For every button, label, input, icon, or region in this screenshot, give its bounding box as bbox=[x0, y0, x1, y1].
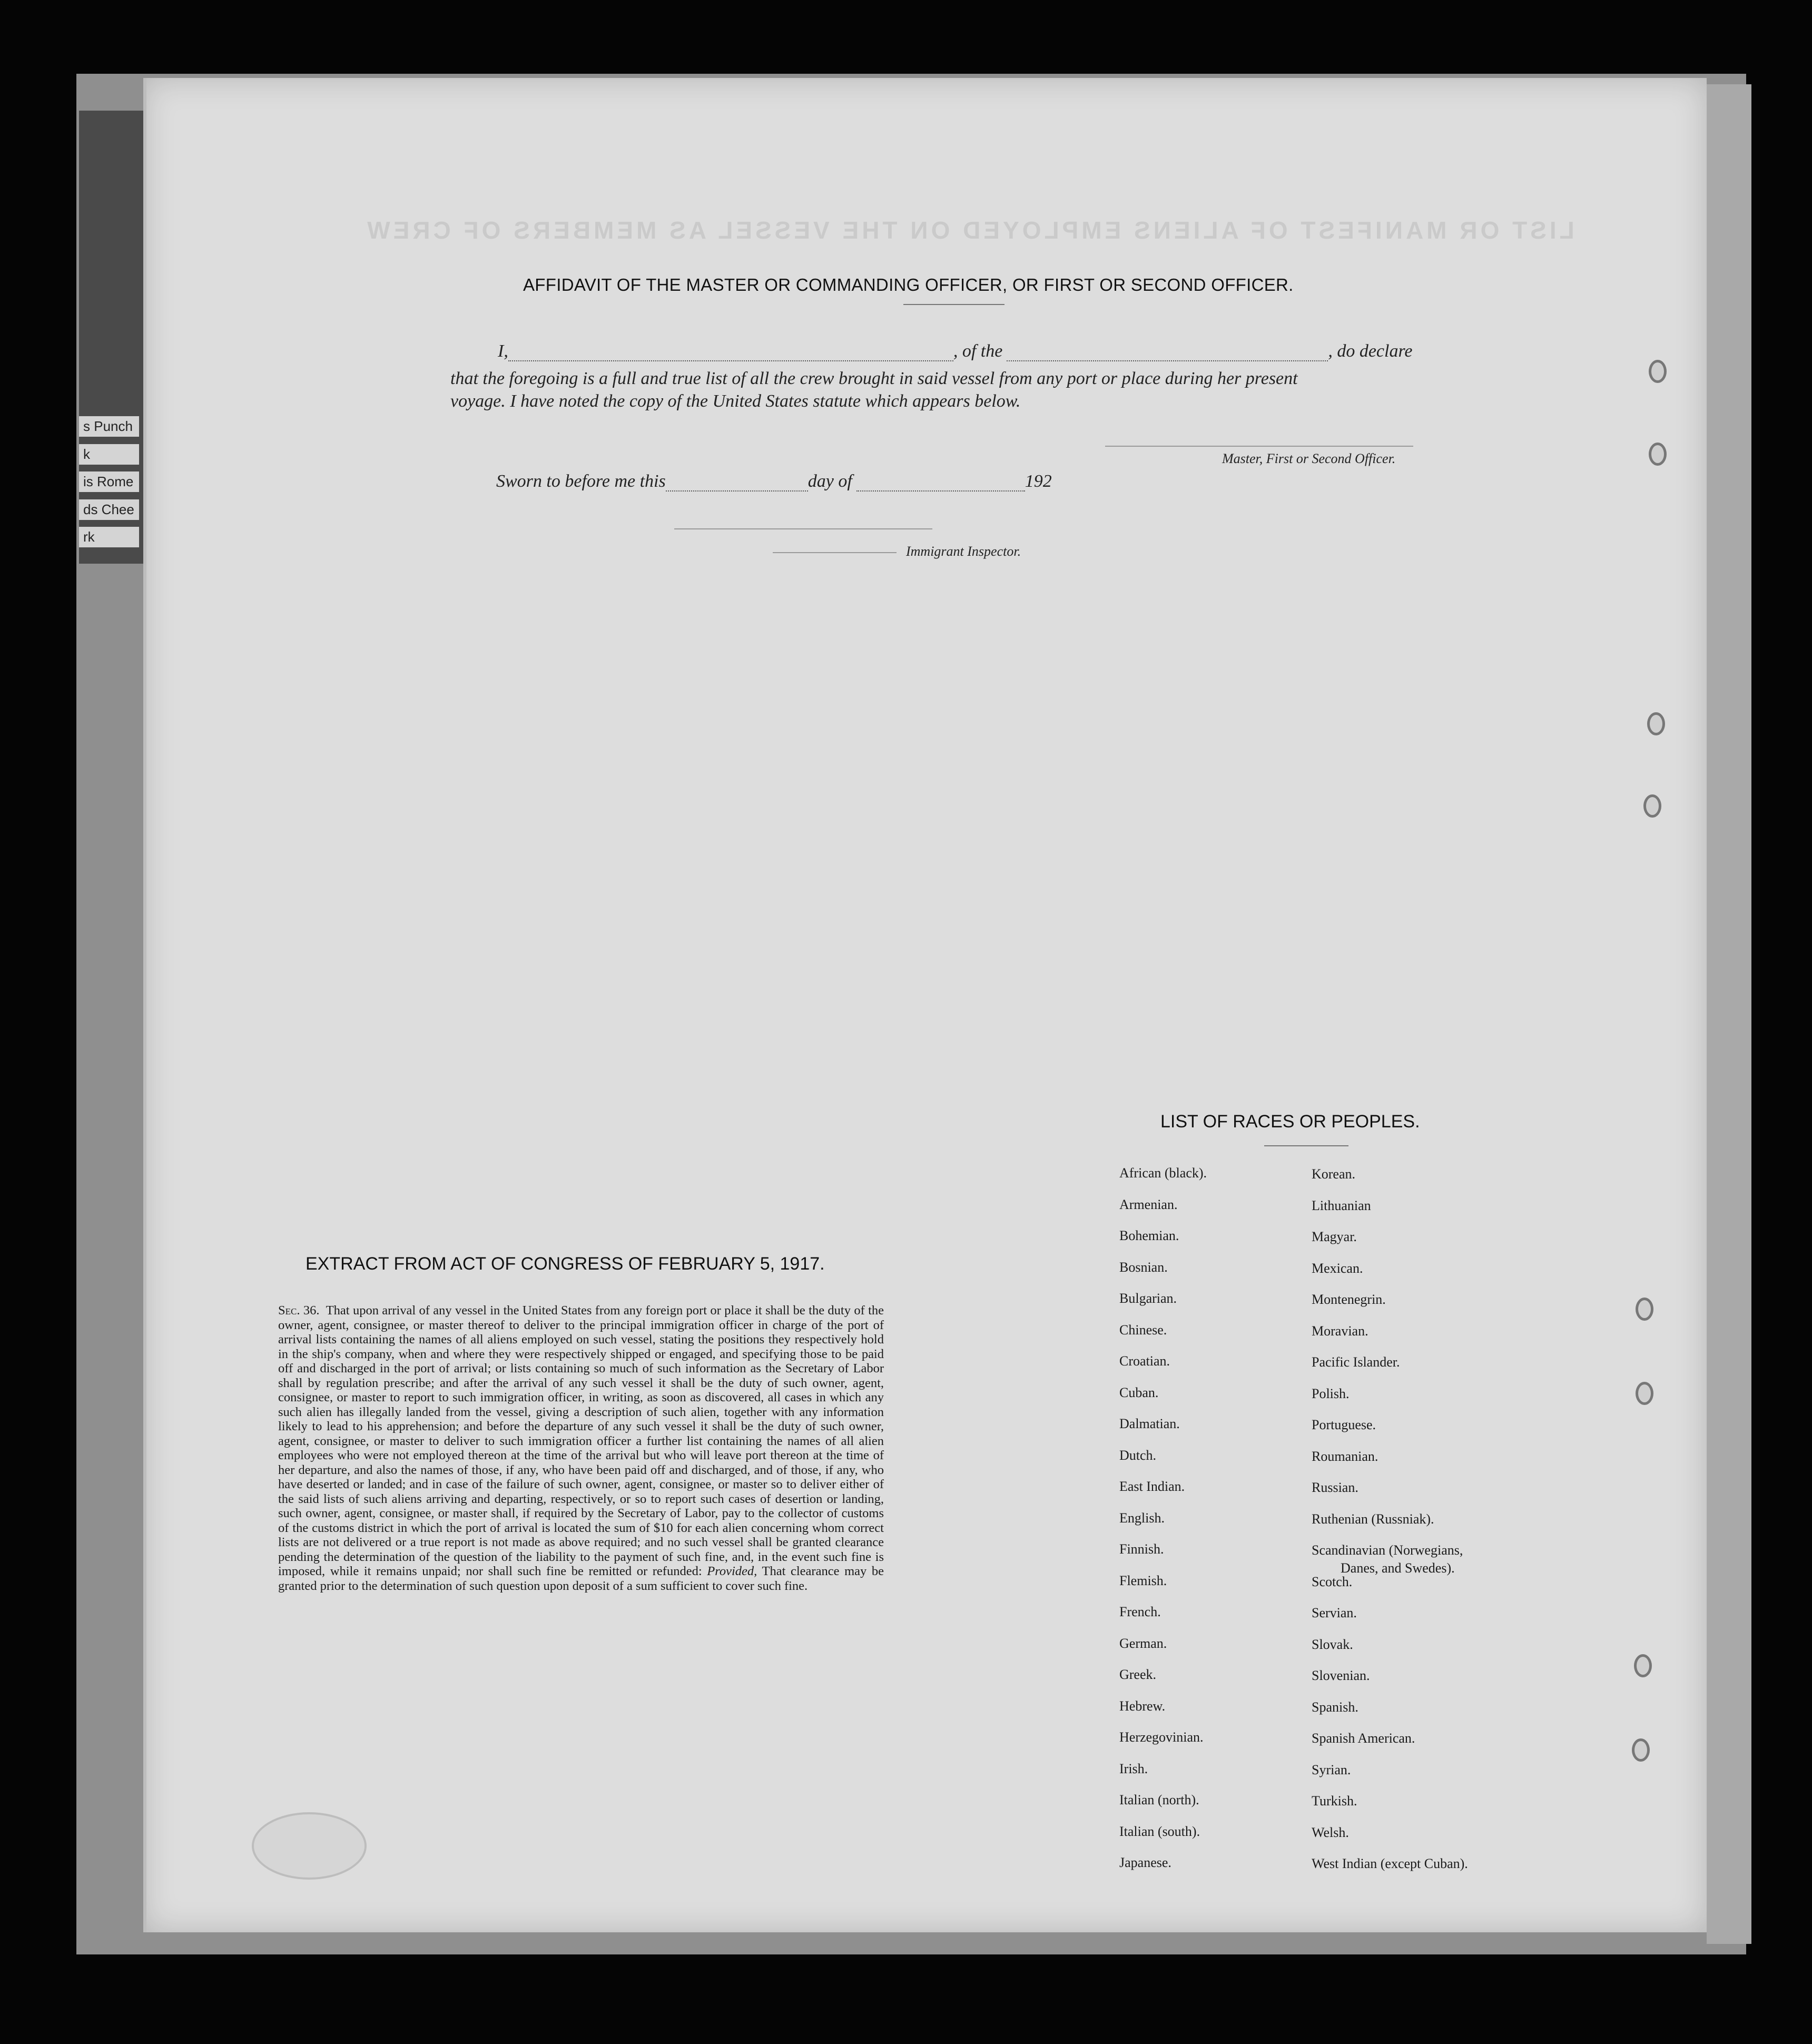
race-item: Japanese. bbox=[1119, 1855, 1171, 1870]
signature-line bbox=[1105, 446, 1413, 447]
races-right-column bbox=[1312, 1166, 1468, 1888]
race-item: Dutch. bbox=[1119, 1447, 1157, 1463]
extract-section: Sec. 36. bbox=[278, 1303, 320, 1318]
race-item: Turkish. bbox=[1312, 1793, 1357, 1809]
race-item: Servian. bbox=[1312, 1605, 1357, 1620]
punch-hole bbox=[1636, 1382, 1653, 1405]
year-text: 192 bbox=[1025, 471, 1052, 491]
affidavit-line-2: that the foregoing is a full and true list of all the crew brought in said vessel from any port or place during her present bbox=[450, 369, 1298, 388]
race-item: Hebrew. bbox=[1119, 1698, 1166, 1714]
race-item: Magyar. bbox=[1312, 1229, 1357, 1244]
sworn-text: Sworn to before me this bbox=[496, 471, 666, 491]
race-item: Pacific Islander. bbox=[1312, 1354, 1400, 1370]
race-item: Italian (south). bbox=[1119, 1823, 1200, 1839]
race-item: German. bbox=[1119, 1635, 1167, 1651]
extract-text-part-1: That upon arrival of any vessel in the United States from any foreign port or place it shall be the duty of the owner, agent, consignee, or master thereof to deliver to the principal immigration officer in charge of the port of arrival lists containing the names of all aliens employed on such vessel, stating the positions they respectively hold in the ship's company, when and where they were respectively shipped or engaged, and specifying those to be paid off and discharged in the port of arrival; or lists containing so much of such information as the Secretary of Labor shall by regulation prescribe; and after the arrival of any such vessel it shall be the duty of such owner, agent, consignee, or master to report to such immigration officer, in writing, as soon as discovered, all cases in which any such alien has illegally landed from the vessel, giving a description of such alien, together with any information likely to lead to his apprehension; and before the departure of any such vessel it shall be the duty of such owner, agent, consignee, or master to deliver to such immigration officer a further list containing the names of all alien employees who were not employed thereon at the time of the arrival but who will leave port thereon at the time of her departure, and also the names of those, if any, who have been paid off and discharged, and of those, if any, who have deserted or landed; and in case of the failure of such owner, agent, consignee, or master so to deliver either of the said lists of such aliens arriving and departing, respectively, or so to report such cases of desertion or landing, such owner, agent, consignee, or master shall, if required by the Secretary of Labor, pay to the collector of customs of the customs district in which the port of arrival is located the sum of $10 for each alien concerning whom correct lists are not delivered or a true report is not made as above required; and no such vessel shall be granted clearance pending the determination of the question of the liability to the payment of such fine, and, in the event such fine is imposed, while it remains unpaid; nor shall such fine be remitted or refunded: bbox=[278, 1303, 884, 1578]
day-blank bbox=[666, 490, 808, 492]
race-item: Bulgarian. bbox=[1119, 1291, 1177, 1306]
race-item: Slovak. bbox=[1312, 1636, 1353, 1652]
race-item: Cuban. bbox=[1119, 1384, 1159, 1400]
races-title-rule bbox=[1264, 1145, 1348, 1146]
race-item: Flemish. bbox=[1119, 1573, 1167, 1588]
race-item: Scotch. bbox=[1312, 1574, 1353, 1589]
background-tab-1: s Punch bbox=[79, 416, 139, 437]
race-item: Montenegrin. bbox=[1312, 1292, 1386, 1307]
day-of-text: day of bbox=[807, 471, 852, 491]
race-item: Finnish. bbox=[1119, 1541, 1164, 1557]
race-item: Spanish. bbox=[1312, 1699, 1358, 1715]
race-item-continuation: Danes, and Swedes). bbox=[1341, 1560, 1455, 1576]
race-item: Mexican. bbox=[1312, 1260, 1363, 1276]
background-tab-2: k bbox=[79, 444, 139, 465]
race-item: Moravian. bbox=[1312, 1323, 1368, 1339]
race-item: Portuguese. bbox=[1312, 1417, 1376, 1432]
affidavit-i: I, bbox=[498, 341, 508, 361]
underlying-page-right bbox=[1707, 84, 1751, 1944]
race-item: Chinese. bbox=[1119, 1322, 1167, 1338]
background-tab-3: is Rome bbox=[79, 471, 139, 492]
race-item: Bosnian. bbox=[1119, 1259, 1168, 1275]
race-item: Slovenian. bbox=[1312, 1668, 1370, 1683]
race-item: English. bbox=[1119, 1510, 1165, 1526]
race-item: French. bbox=[1119, 1604, 1161, 1619]
punch-hole bbox=[1649, 443, 1667, 466]
race-item: Croatian. bbox=[1119, 1353, 1170, 1369]
bleed-through-header: LIST OR MANIFEST OF ALIENS EMPLOYED ON THE VESSEL AS MEMBERS OF CREW bbox=[364, 217, 1574, 244]
punch-hole bbox=[1634, 1654, 1652, 1677]
punch-hole bbox=[1647, 712, 1665, 735]
race-item: West Indian (except Cuban). bbox=[1312, 1856, 1468, 1871]
extract-text-part-2: That clearance may be granted prior to the determination of such question upon deposit of a sum sufficient to cover such fine. bbox=[278, 1564, 884, 1593]
race-item: Herzegovinian. bbox=[1119, 1729, 1204, 1745]
inspector-line bbox=[773, 552, 897, 553]
title-rule bbox=[903, 304, 1005, 305]
race-item: Bohemian. bbox=[1119, 1228, 1179, 1243]
sworn-line bbox=[496, 471, 1052, 492]
race-item: African (black). bbox=[1119, 1165, 1207, 1181]
race-item: Scandinavian (Norwegians, bbox=[1312, 1542, 1463, 1558]
race-item: Spanish American. bbox=[1312, 1731, 1415, 1746]
signature-label: Master, First or Second Officer. bbox=[1222, 451, 1396, 466]
race-item: Russian. bbox=[1312, 1480, 1358, 1495]
race-item: Welsh. bbox=[1312, 1824, 1349, 1840]
punch-hole bbox=[1643, 794, 1661, 818]
race-item: Irish. bbox=[1119, 1761, 1148, 1776]
background-tab-5: rk bbox=[79, 527, 139, 547]
affidavit-title: AFFIDAVIT OF THE MASTER OR COMMANDING OFFICER, OR FIRST OR SECOND OFFICER. bbox=[523, 275, 1294, 294]
race-item: Armenian. bbox=[1119, 1196, 1178, 1212]
races-left-column bbox=[1119, 1165, 1207, 1886]
race-item: Dalmatian. bbox=[1119, 1416, 1180, 1431]
race-item: Greek. bbox=[1119, 1667, 1157, 1682]
race-item: Polish. bbox=[1312, 1385, 1350, 1401]
underlying-page-shadow bbox=[79, 111, 147, 564]
races-title: LIST OF RACES OR PEOPLES. bbox=[1160, 1112, 1420, 1132]
month-blank bbox=[856, 490, 1025, 492]
background-tab-4: ds Chee bbox=[79, 499, 139, 520]
punch-hole bbox=[1636, 1298, 1653, 1321]
affidavit-line-1 bbox=[498, 341, 1413, 361]
race-item: Lithuanian bbox=[1312, 1197, 1371, 1213]
race-item: East Indian. bbox=[1119, 1479, 1185, 1494]
punch-hole bbox=[1649, 360, 1667, 383]
race-item: Roumanian. bbox=[1312, 1448, 1378, 1464]
affidavit-declare: , do declare bbox=[1328, 341, 1413, 361]
name-blank bbox=[508, 360, 953, 361]
extract-body bbox=[278, 1303, 884, 1593]
extract-provided: Provided, bbox=[707, 1564, 757, 1578]
affidavit-of-the: , of the bbox=[953, 341, 1003, 361]
faded-stamp bbox=[252, 1812, 367, 1880]
vessel-blank bbox=[1007, 360, 1328, 361]
inspector-label: Immigrant Inspector. bbox=[906, 544, 1021, 559]
page-edge bbox=[143, 78, 146, 1932]
punch-hole bbox=[1632, 1738, 1650, 1762]
affidavit-line-3: voyage. I have noted the copy of the United States statute which appears below. bbox=[450, 391, 1021, 411]
race-item: Korean. bbox=[1312, 1166, 1356, 1182]
race-item: Syrian. bbox=[1312, 1762, 1351, 1777]
extract-title: EXTRACT FROM ACT OF CONGRESS OF FEBRUARY 5, 1917. bbox=[306, 1254, 825, 1274]
race-item: Italian (north). bbox=[1119, 1792, 1199, 1807]
race-item: Ruthenian (Russniak). bbox=[1312, 1511, 1434, 1527]
inspector-signature-line bbox=[674, 528, 932, 529]
